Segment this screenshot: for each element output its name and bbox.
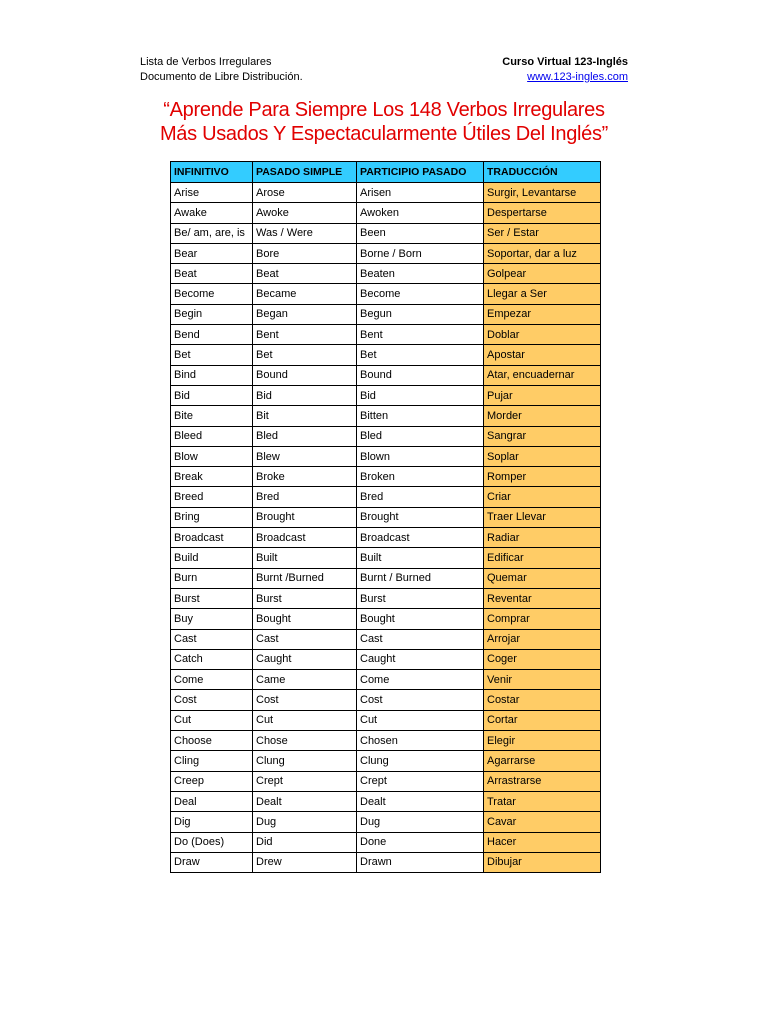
cell-past-simple: Began (253, 304, 357, 324)
cell-translation: Radiar (484, 528, 601, 548)
cell-past-simple: Bent (253, 325, 357, 345)
table-row (171, 487, 601, 507)
cell-infinitive: Cut (171, 710, 253, 730)
table-row (171, 446, 601, 466)
cell-past-simple: Bound (253, 365, 357, 385)
table-row (171, 690, 601, 710)
table-row (171, 365, 601, 385)
cell-past-participle: Bled (357, 426, 484, 446)
cell-translation: Quemar (484, 568, 601, 588)
cell-past-participle: Burst (357, 588, 484, 608)
cell-past-simple: Cost (253, 690, 357, 710)
cell-past-participle: Begun (357, 304, 484, 324)
cell-infinitive: Dig (171, 812, 253, 832)
document-note: Documento de Libre Distribución. (140, 71, 303, 83)
cell-past-simple: Bore (253, 243, 357, 263)
cell-past-simple: Brought (253, 507, 357, 527)
cell-translation: Llegar a Ser (484, 284, 601, 304)
cell-past-simple: Built (253, 548, 357, 568)
cell-translation: Sangrar (484, 426, 601, 446)
cell-past-participle: Come (357, 670, 484, 690)
cell-past-participle: Beaten (357, 264, 484, 284)
cell-past-participle: Cast (357, 629, 484, 649)
cell-infinitive: Burst (171, 588, 253, 608)
cell-infinitive: Bleed (171, 426, 253, 446)
table-row (171, 649, 601, 669)
table-row (171, 223, 601, 243)
table-row (171, 832, 601, 852)
cell-past-participle: Cut (357, 710, 484, 730)
table-row (171, 203, 601, 223)
cell-past-participle: Done (357, 832, 484, 852)
cell-past-simple: Caught (253, 649, 357, 669)
cell-past-participle: Become (357, 284, 484, 304)
cell-past-simple: Drew (253, 852, 357, 872)
cell-past-simple: Did (253, 832, 357, 852)
cell-infinitive: Blow (171, 446, 253, 466)
cell-translation: Dibujar (484, 852, 601, 872)
cell-past-simple: Bred (253, 487, 357, 507)
cell-infinitive: Bend (171, 325, 253, 345)
table-row (171, 609, 601, 629)
cell-translation: Criar (484, 487, 601, 507)
table-row (171, 528, 601, 548)
cell-infinitive: Bet (171, 345, 253, 365)
cell-infinitive: Begin (171, 304, 253, 324)
table-row (171, 751, 601, 771)
cell-infinitive: Creep (171, 771, 253, 791)
cell-past-participle: Crept (357, 771, 484, 791)
cell-infinitive: Bite (171, 406, 253, 426)
cell-past-participle: Built (357, 548, 484, 568)
cell-past-simple: Awoke (253, 203, 357, 223)
cell-infinitive: Become (171, 284, 253, 304)
cell-infinitive: Bear (171, 243, 253, 263)
table-row (171, 345, 601, 365)
table-body (171, 183, 601, 873)
cell-past-participle: Dealt (357, 791, 484, 811)
cell-infinitive: Cast (171, 629, 253, 649)
cell-translation: Reventar (484, 588, 601, 608)
table-row (171, 670, 601, 690)
cell-past-simple: Bit (253, 406, 357, 426)
cell-translation: Soplar (484, 446, 601, 466)
table-row (171, 385, 601, 405)
cell-translation: Agarrarse (484, 751, 601, 771)
table-header-row (171, 162, 601, 183)
cell-infinitive: Build (171, 548, 253, 568)
cell-translation: Despertarse (484, 203, 601, 223)
cell-past-participle: Burnt / Burned (357, 568, 484, 588)
cell-infinitive: Breed (171, 487, 253, 507)
table-row (171, 791, 601, 811)
cell-translation: Venir (484, 670, 601, 690)
table-row (171, 304, 601, 324)
cell-past-participle: Dug (357, 812, 484, 832)
cell-past-participle: Chosen (357, 731, 484, 751)
cell-translation: Traer Llevar (484, 507, 601, 527)
cell-translation: Elegir (484, 731, 601, 751)
cell-translation: Coger (484, 649, 601, 669)
cell-past-participle: Bent (357, 325, 484, 345)
cell-translation: Edificar (484, 548, 601, 568)
cell-past-participle: Been (357, 223, 484, 243)
cell-past-simple: Became (253, 284, 357, 304)
cell-past-simple: Cut (253, 710, 357, 730)
cell-infinitive: Do (Does) (171, 832, 253, 852)
column-header-translation: TRADUCCIÓN (484, 162, 601, 183)
cell-translation: Surgir, Levantarse (484, 183, 601, 203)
cell-translation: Cavar (484, 812, 601, 832)
verbs-table (170, 161, 601, 873)
cell-translation: Hacer (484, 832, 601, 852)
cell-past-simple: Chose (253, 731, 357, 751)
cell-past-simple: Bid (253, 385, 357, 405)
cell-past-simple: Came (253, 670, 357, 690)
cell-translation: Arrastrarse (484, 771, 601, 791)
cell-translation: Morder (484, 406, 601, 426)
table-row (171, 406, 601, 426)
cell-infinitive: Beat (171, 264, 253, 284)
cell-past-participle: Drawn (357, 852, 484, 872)
cell-translation: Comprar (484, 609, 601, 629)
table-row (171, 568, 601, 588)
cell-infinitive: Burn (171, 568, 253, 588)
table-row (171, 325, 601, 345)
cell-translation: Tratar (484, 791, 601, 811)
header-left (140, 55, 303, 85)
page-title (100, 98, 668, 146)
cell-translation: Doblar (484, 325, 601, 345)
cell-translation: Soportar, dar a luz (484, 243, 601, 263)
table-row (171, 852, 601, 872)
table-row (171, 548, 601, 568)
cell-translation: Romper (484, 467, 601, 487)
cell-past-simple: Burst (253, 588, 357, 608)
cell-infinitive: Broadcast (171, 528, 253, 548)
cell-past-participle: Bid (357, 385, 484, 405)
cell-past-participle: Caught (357, 649, 484, 669)
header-right (502, 55, 628, 85)
cell-past-participle: Bitten (357, 406, 484, 426)
cell-past-simple: Bought (253, 609, 357, 629)
column-header-past-simple: PASADO SIMPLE (253, 162, 357, 183)
cell-infinitive: Awake (171, 203, 253, 223)
cell-translation: Arrojar (484, 629, 601, 649)
table-row (171, 426, 601, 446)
cell-past-simple: Cast (253, 629, 357, 649)
table-row (171, 183, 601, 203)
cell-past-participle: Brought (357, 507, 484, 527)
cell-infinitive: Come (171, 670, 253, 690)
cell-infinitive: Bid (171, 385, 253, 405)
cell-past-simple: Beat (253, 264, 357, 284)
course-name: Curso Virtual 123-Inglés (502, 56, 628, 68)
cell-past-simple: Broke (253, 467, 357, 487)
cell-infinitive: Bring (171, 507, 253, 527)
website-link[interactable]: www.123-ingles.com (527, 71, 628, 83)
cell-past-participle: Clung (357, 751, 484, 771)
table-row (171, 771, 601, 791)
table-row (171, 731, 601, 751)
cell-infinitive: Bind (171, 365, 253, 385)
cell-translation: Empezar (484, 304, 601, 324)
table-row (171, 284, 601, 304)
table-row (171, 243, 601, 263)
cell-past-participle: Arisen (357, 183, 484, 203)
table-row (171, 629, 601, 649)
cell-past-participle: Awoken (357, 203, 484, 223)
document-title: Lista de Verbos Irregulares (140, 56, 272, 68)
cell-past-participle: Cost (357, 690, 484, 710)
table-row (171, 507, 601, 527)
cell-past-participle: Blown (357, 446, 484, 466)
cell-infinitive: Arise (171, 183, 253, 203)
cell-infinitive: Buy (171, 609, 253, 629)
cell-infinitive: Catch (171, 649, 253, 669)
cell-translation: Apostar (484, 345, 601, 365)
column-header-past-participle: PARTICIPIO PASADO (357, 162, 484, 183)
cell-translation: Golpear (484, 264, 601, 284)
cell-infinitive: Be/ am, are, is (171, 223, 253, 243)
cell-infinitive: Draw (171, 852, 253, 872)
cell-past-simple: Dealt (253, 791, 357, 811)
cell-infinitive: Cost (171, 690, 253, 710)
table-row (171, 588, 601, 608)
cell-translation: Atar, encuadernar (484, 365, 601, 385)
cell-infinitive: Break (171, 467, 253, 487)
table-row (171, 467, 601, 487)
cell-past-simple: Arose (253, 183, 357, 203)
cell-past-simple: Dug (253, 812, 357, 832)
cell-past-participle: Borne / Born (357, 243, 484, 263)
cell-past-simple: Was / Were (253, 223, 357, 243)
table-row (171, 710, 601, 730)
table-row (171, 812, 601, 832)
cell-past-simple: Bet (253, 345, 357, 365)
cell-translation: Costar (484, 690, 601, 710)
page-title-line2: Más Usados Y Espectacularmente Útiles Del Inglés” (159, 123, 609, 145)
cell-past-simple: Broadcast (253, 528, 357, 548)
cell-past-simple: Blew (253, 446, 357, 466)
cell-past-participle: Broken (357, 467, 484, 487)
cell-past-simple: Crept (253, 771, 357, 791)
cell-past-simple: Burnt /Burned (253, 568, 357, 588)
cell-translation: Cortar (484, 710, 601, 730)
cell-infinitive: Choose (171, 731, 253, 751)
cell-past-simple: Bled (253, 426, 357, 446)
cell-past-simple: Clung (253, 751, 357, 771)
cell-past-participle: Bound (357, 365, 484, 385)
column-header-infinitive: INFINITIVO (171, 162, 253, 183)
cell-past-participle: Broadcast (357, 528, 484, 548)
cell-infinitive: Deal (171, 791, 253, 811)
cell-past-participle: Bought (357, 609, 484, 629)
table-row (171, 264, 601, 284)
cell-infinitive: Cling (171, 751, 253, 771)
cell-translation: Ser / Estar (484, 223, 601, 243)
cell-translation: Pujar (484, 385, 601, 405)
cell-past-participle: Bred (357, 487, 484, 507)
cell-past-participle: Bet (357, 345, 484, 365)
page-title-line1: “Aprende Para Siempre Los 148 Verbos Irregulares (163, 99, 605, 121)
